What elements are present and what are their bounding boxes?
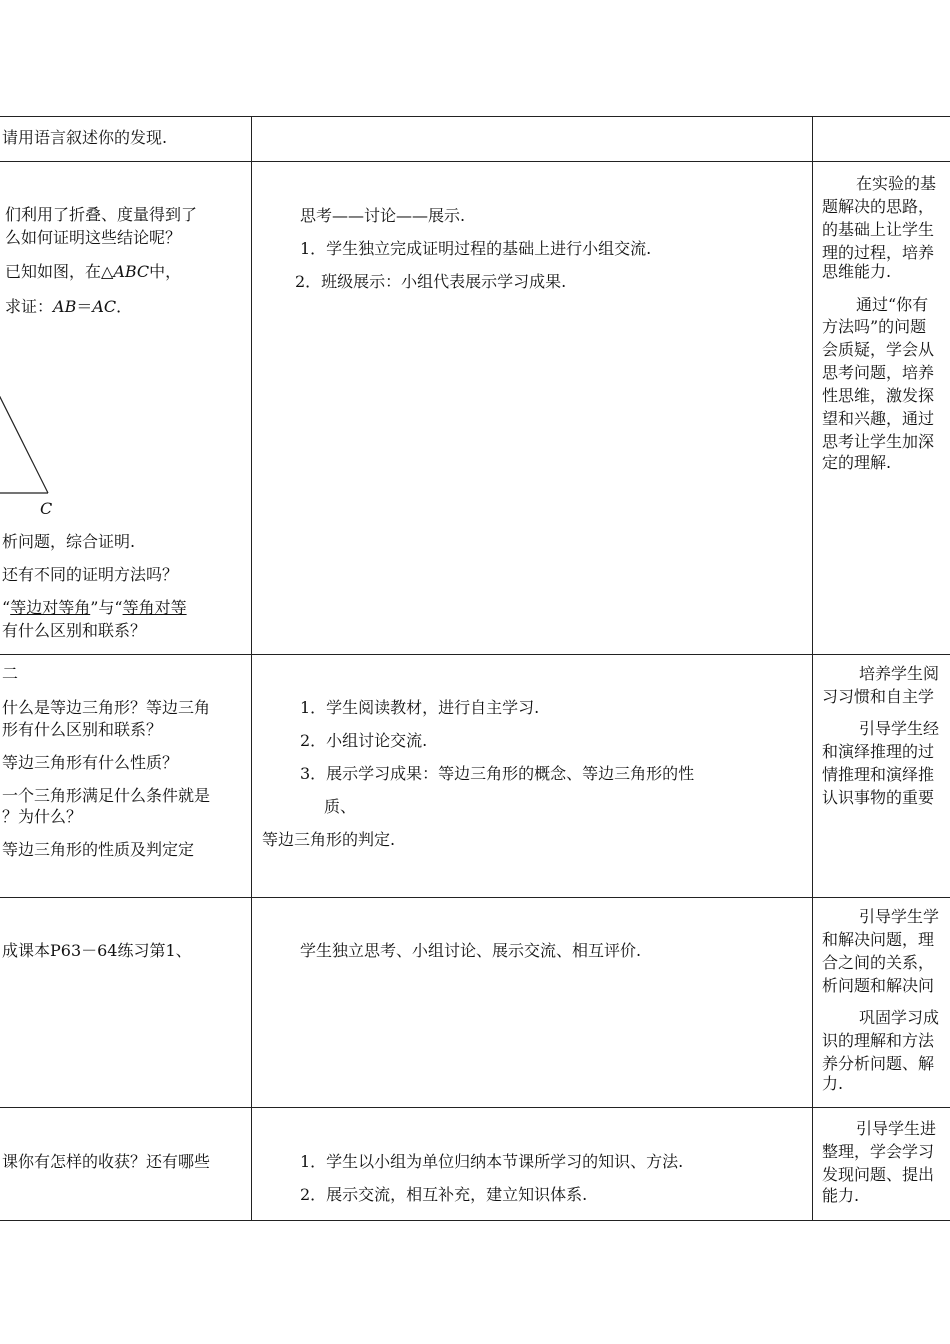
cell-left-text: 有什么区别和联系？ <box>2 621 147 640</box>
cell-right-text: 和演绎推理的过 <box>822 742 935 761</box>
cell-middle-text: 思考——讨论——展示. <box>300 206 466 225</box>
column-divider-right <box>812 116 813 1221</box>
section-label: 二 <box>2 664 19 683</box>
triangle-side <box>0 385 48 493</box>
cell-right-text: 望和兴趣，通过 <box>822 409 935 428</box>
cell-right-text: 思考让学生加深 <box>822 432 935 451</box>
cell-right-text: 理的过程，培养 <box>822 243 935 262</box>
cell-middle-text: 等边三角形的判定. <box>262 830 396 849</box>
cell-right-text: 的基础上让学生 <box>822 220 935 239</box>
cell-left-text: 什么是等边三角形？等边三角 <box>2 698 211 717</box>
cell-right-text: 析问题和解决问 <box>822 976 935 995</box>
segment-name: AC <box>92 297 117 316</box>
cell-left-text: 么如何证明这些结论呢？ <box>5 228 182 247</box>
text-fragment: 已知如图，在△ <box>5 262 114 281</box>
cell-right-text: 引导学生进 <box>856 1119 937 1138</box>
text-fragment: ＝ <box>76 297 93 316</box>
cell-right-text: 会质疑，学会从 <box>822 340 935 359</box>
row-divider <box>0 654 950 655</box>
cell-right-text: 和解决问题，理 <box>822 930 935 949</box>
text-fragment: 求证： <box>5 297 54 316</box>
cell-left-text: ？为什么？ <box>2 807 83 826</box>
cell-left-text <box>2 598 187 618</box>
cell-right-text: 题解决的思路， <box>822 197 935 216</box>
cell-right-text: 识的理解和方法 <box>822 1031 935 1050</box>
text-fragment: 中， <box>149 262 182 281</box>
text-fragment: “ <box>2 598 11 617</box>
triangle-figure <box>0 385 70 505</box>
cell-left-text: 成课本P63－64练习第1、 <box>2 941 192 960</box>
cell-right-text: 能力. <box>822 1186 860 1205</box>
cell-middle-text: 1．学生独立完成证明过程的基础上进行小组交流. <box>300 239 652 258</box>
cell-left-text: 等边三角形有什么性质？ <box>2 753 179 772</box>
cell-right-text: 发现问题、提出 <box>822 1165 935 1184</box>
cell-right-text: 养分析问题、解 <box>822 1054 935 1073</box>
row-divider <box>0 897 950 898</box>
cell-right-text: 力. <box>822 1074 844 1093</box>
table-border-top <box>0 116 950 117</box>
segment-name: AB <box>53 297 77 316</box>
cell-right-text: 通过“你有 <box>856 295 929 314</box>
cell-right-text: 定的理解. <box>822 453 892 472</box>
cell-right-text: 合之间的关系， <box>822 953 935 972</box>
cell-right-text: 性思维，激发探 <box>822 386 935 405</box>
table-border-bottom <box>0 1220 950 1221</box>
cell-middle-text: 1．学生以小组为单位归纳本节课所学习的知识、方法. <box>300 1152 684 1171</box>
column-divider-left <box>251 116 252 1221</box>
cell-right-text: 思考问题，培养 <box>822 363 935 382</box>
cell-left-text: 等边三角形的性质及判定定 <box>2 840 195 859</box>
cell-left-text: 还有不同的证明方法吗？ <box>2 565 179 584</box>
cell-right-text: 思维能力. <box>822 262 892 281</box>
cell-middle-text: 2．展示交流，相互补充，建立知识体系. <box>300 1185 588 1204</box>
text-fragment: ”与“ <box>90 598 123 617</box>
underlined-term: 等边对等角 <box>10 598 91 617</box>
triangle-name: ABC <box>113 262 150 281</box>
vertex-label-c: C <box>40 499 53 518</box>
cell-right-text: 引导学生经 <box>859 719 940 738</box>
cell-left-text: 析问题，综合证明. <box>2 532 136 551</box>
cell-right-text: 培养学生阅 <box>859 664 940 683</box>
cell-right-text: 在实验的基 <box>856 174 937 193</box>
cell-middle-text: 3．展示学习成果：等边三角形的概念、等边三角形的性 <box>300 764 695 783</box>
cell-left-text <box>5 262 181 282</box>
cell-right-text: 巩固学习成 <box>859 1008 940 1027</box>
cell-right-text: 整理，学会学习 <box>822 1142 935 1161</box>
cell-left-text: 请用语言叙述你的发现. <box>2 128 168 147</box>
cell-right-text: 认识事物的重要 <box>822 788 935 807</box>
row-divider <box>0 1107 950 1108</box>
cell-middle-text: 2．小组讨论交流. <box>300 731 428 750</box>
cell-right-text: 引导学生学 <box>859 907 940 926</box>
cell-left-text: 形有什么区别和联系？ <box>2 720 163 739</box>
cell-middle-text: 学生独立思考、小组讨论、展示交流、相互评价. <box>300 941 642 960</box>
cell-right-text: 习习惯和自主学 <box>822 687 935 706</box>
cell-left-text: 们利用了折叠、度量得到了 <box>5 205 198 224</box>
cell-left-text: 一个三角形满足什么条件就是 <box>2 786 211 805</box>
cell-middle-text: 质、 <box>324 797 357 816</box>
text-fragment: ． <box>116 297 133 316</box>
cell-middle-text: 2．班级展示：小组代表展示学习成果. <box>295 272 567 291</box>
cell-left-text: 课你有怎样的收获？还有哪些 <box>2 1152 211 1171</box>
underlined-term: 等角对等 <box>122 598 187 617</box>
row-divider <box>0 161 950 162</box>
cell-left-text <box>5 297 132 317</box>
cell-right-text: 方法吗”的问题 <box>822 317 927 336</box>
cell-middle-text: 1．学生阅读教材，进行自主学习. <box>300 698 540 717</box>
cell-right-text: 情推理和演绎推 <box>822 765 935 784</box>
